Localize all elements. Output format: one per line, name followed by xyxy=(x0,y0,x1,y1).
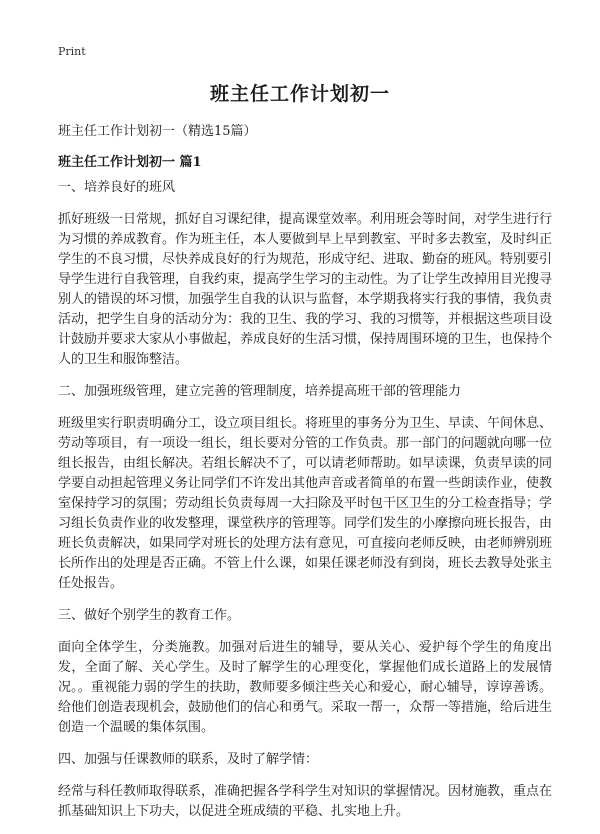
paragraph-4: 经常与科任教师取得联系，准确把握各学科学生对知识的掌握情况。因材施教，重点在抓基础知识上下功夫，以促进全班成绩的平稳、扎实地上升。 xyxy=(58,784,553,819)
paragraph-1: 抓好班级一日常规，抓好自习课纪律，提高课堂效率。利用班会等时间，对学生进行行为习惯的养成教育。作为班主任，本人要做到早上早到教室、平时多去教室，及时纠正学生的不良习惯，尽快养成良好的行为规范，形成守纪、进取、勤奋的班风。特别要引导学生进行自我管理，自我约束，提高学生学习的主动性。为了让学生改掉用目光搜寻别人的错误的坏习惯，加强学生自我的认识与监督，本学期我将实行我的事情，我负责活动，把学生自身的活动分为：我的卫生、我的学习、我的习惯等，并根据这些项目设计鼓励并要求大家从小事做起，养成良好的生活习惯，保持周围环境的卫生，也保持个人的卫生和服饰整洁。 xyxy=(58,212,553,367)
heading-3: 三、做好个别学生的教育工作。 xyxy=(58,608,241,623)
document-title: 班主任工作计划初一 xyxy=(209,83,390,105)
heading-4: 四、加强与任课教师的联系，及时了解学情： xyxy=(58,752,319,767)
print-link[interactable]: Print xyxy=(58,45,86,58)
document-subtitle: 班主任工作计划初一（精选15篇） xyxy=(58,124,257,139)
paragraph-2: 班级里实行职责明确分工，设立项目组长。将班里的事务分为卫生、早读、午间休息、劳动等项目，有一项设一组长，组长要对分管的工作负责。那一部门的问题就向哪一位组长报告，由组长解决。若组长解决不了，可以请老师帮助。如早读课，负责早读的同学要自动担起管理义务让同学们不许发出其他声音或者简单的布置一些朗读作业，使教室保持学习的氛围；劳动组长负责每周一大扫除及平时包干区卫生的分工检查指导；学习组长负责作业的收发整理，课堂秩序的管理等。同学们发生的小摩擦向班长报告，由班长负责解决，如果同学对班长的处理方法有意见，可直接向老师反映，由老师辨别班长所作出的处理是否正确。不管上什么课，如果任课老师没有到岗，班长去教导处张主任处报告。 xyxy=(58,416,553,591)
section-heading: 班主任工作计划初一 篇1 xyxy=(58,155,202,170)
heading-1: 一、培养良好的班风 xyxy=(58,180,176,195)
paragraph-3: 面向全体学生，分类施教。加强对后进生的辅导，要从关心、爱护每个学生的角度出发，全面了解、关心学生。及时了解学生的心理变化，掌握他们成长道路上的发展情况。。重视能力弱的学生的扶助，教师要多倾注些关心和爱心，耐心辅导，谆谆善诱。给他们创造表现机会，鼓励他们的信心和勇气。采取一帮一，众帮一等措施，给后进生创造一个温暖的集体氛围。 xyxy=(58,640,553,735)
document-body xyxy=(58,178,552,834)
heading-2: 二、加强班级管理，建立完善的管理制度，培养提高班干部的管理能力 xyxy=(58,384,462,399)
